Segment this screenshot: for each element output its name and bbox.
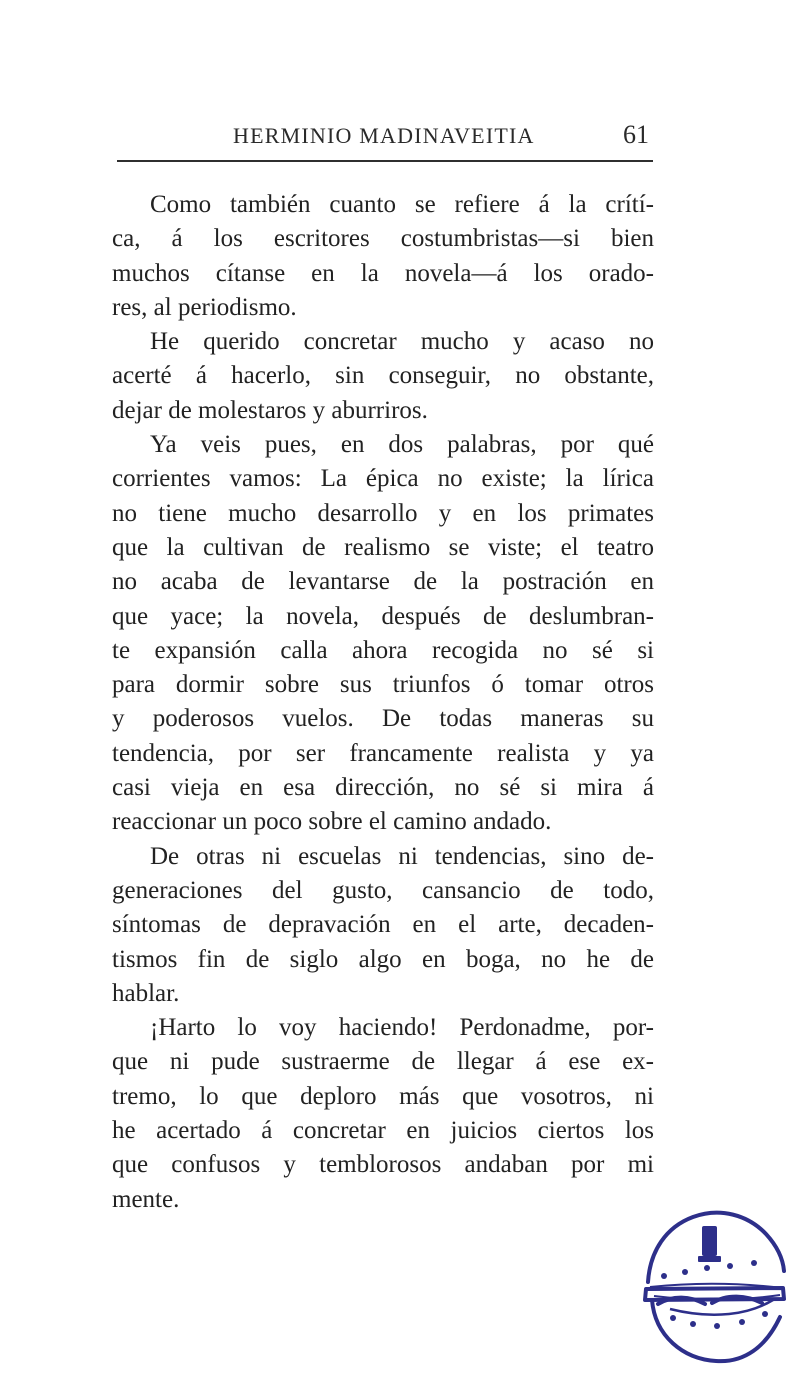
text-line: mente. <box>112 1185 180 1213</box>
text-line: De otras ni escuelas ni tendencias, sino de- <box>150 842 654 870</box>
running-head: HERMINIO MADINAVEITIA <box>233 123 535 148</box>
text-line: res, al periodismo. <box>112 293 297 321</box>
text-line: que la cultivan de realismo se viste; el teatro <box>112 533 654 561</box>
page-number: 61 <box>623 120 649 149</box>
text-line: acerté á hacerlo, sin conseguir, no obstante, <box>112 362 654 390</box>
text-line: que ni pude sustraerme de llegar á ese ex- <box>112 1048 654 1076</box>
text-line: muchos cítanse en la novela—á los orado- <box>112 259 654 287</box>
text-line: he acertado á concretar en juicios ciertos los <box>112 1117 654 1145</box>
text-line: ca, á los escritores costumbristas—si bien <box>112 225 654 253</box>
library-seal-stamp-icon <box>638 1208 790 1378</box>
text-line: Ya veis pues, en dos palabras, por qué <box>150 431 654 459</box>
text-line: y poderosos vuelos. De todas maneras su <box>112 705 654 733</box>
text-line: corrientes vamos: La épica no existe; la lírica <box>112 465 654 493</box>
text-line: reaccionar un poco sobre el camino andado. <box>112 808 552 836</box>
page-header <box>117 120 655 150</box>
text-line: Como también cuanto se refiere á la crítí- <box>150 191 654 218</box>
text-line: tremo, lo que deploro más que vosotros, ni <box>112 1082 654 1110</box>
text-line: He querido concretar mucho y acaso no <box>150 328 654 356</box>
text-line: para dormir sobre sus triunfos ó tomar otros <box>112 671 654 699</box>
text-line: generaciones del gusto, cansancio de todo, <box>112 876 654 904</box>
text-line: que yace; la novela, después de deslumbran- <box>112 602 654 630</box>
text-line: casi vieja en esa dirección, no sé si mira á <box>112 774 654 802</box>
header-rule <box>117 160 653 162</box>
text-line: dejar de molestaros y aburriros. <box>112 396 428 424</box>
text-line: no acaba de levantarse de la postración en <box>112 568 654 596</box>
text-line: tismos fin de siglo algo en boga, no he de <box>112 945 654 973</box>
text-line: que confusos y temblorosos andaban por mi <box>112 1151 654 1179</box>
text-line: tendencia, por ser francamente realista y ya <box>112 739 654 767</box>
text-line: te expansión calla ahora recogida no sé si <box>112 636 654 664</box>
text-line: hablar. <box>112 979 180 1007</box>
body-text <box>112 188 654 1217</box>
text-line: síntomas de depravación en el arte, decaden- <box>112 911 654 939</box>
text-line: ¡Harto lo voy haciendo! Perdonadme, por- <box>150 1014 654 1042</box>
text-line: no tiene mucho desarrollo y en los primates <box>112 499 654 527</box>
